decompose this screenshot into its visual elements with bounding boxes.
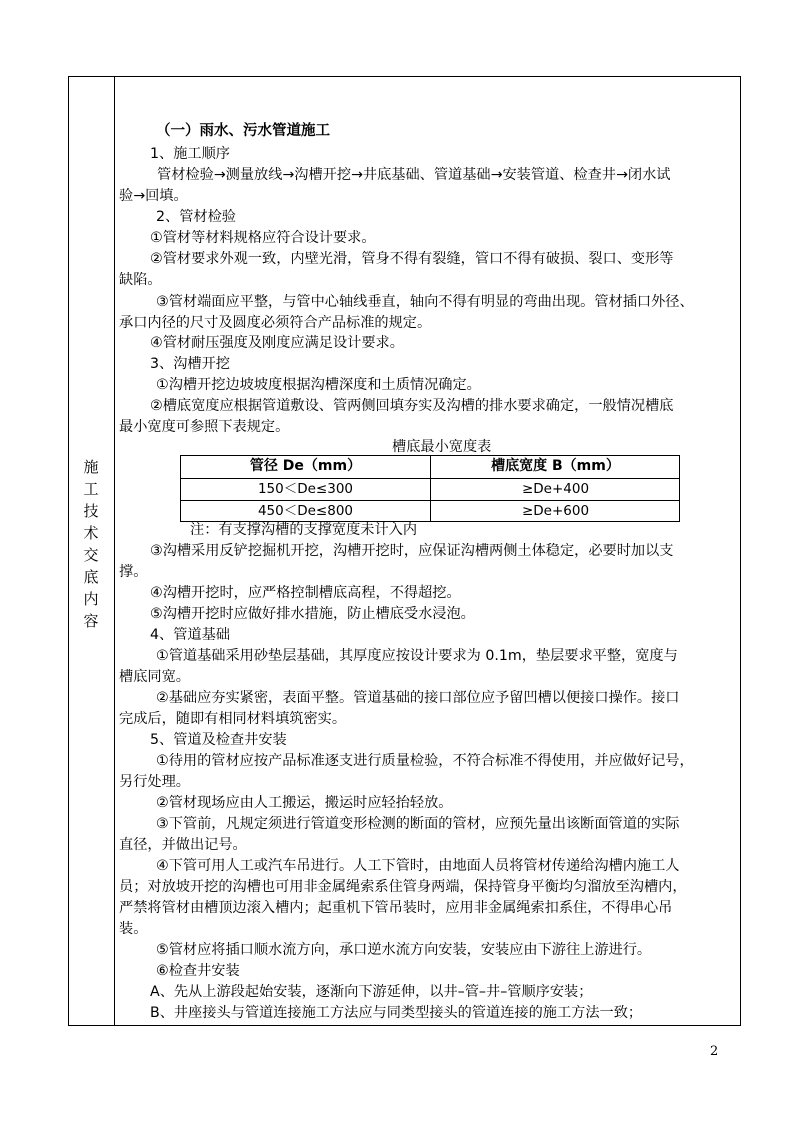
text-line: ①管材等材料规格应符合设计要求。 bbox=[150, 230, 376, 246]
text-line: 缺陷。 bbox=[119, 272, 162, 288]
table-header-trench-width: 槽底宽度 B（mm） bbox=[491, 458, 620, 474]
heading: 2、管材检验 bbox=[156, 209, 236, 225]
text-line: ④沟槽开挖时，应严格控制槽底高程，不得超挖。 bbox=[150, 585, 461, 601]
text-line: ④管材耐压强度及刚度应满足设计要求。 bbox=[150, 335, 404, 351]
text-line: ①待用的管材应按产品标准逐支进行质量检验，不符合标准不得使用，并应做好记号， bbox=[156, 753, 694, 769]
text-line: ③下管前，凡规定须进行管道变形检测的断面的管材，应预先量出该断面管道的实际 bbox=[156, 816, 680, 832]
text-line: 最小宽度可参照下表规定。 bbox=[119, 419, 290, 435]
text-line: ⑤管材应将插口顺水流方向，承口逆水流方向安装，安装应由下游往上游进行。 bbox=[156, 942, 652, 958]
text-line: 严禁将管材由槽顶边滚入槽内；起重机下管吊装时，应用非金属绳索扣系住，不得串心吊 bbox=[119, 900, 673, 916]
text-line: ①沟槽开挖边坡坡度根据沟槽深度和土质情况确定。 bbox=[156, 377, 481, 393]
table-header-pipe-diameter: 管径 De（mm） bbox=[249, 458, 362, 474]
text-line: A、先从上游段起始安装，逐渐向下游延伸，以井–管–井–管顺序安装； bbox=[150, 984, 593, 1000]
text-line: 直径，并做出记号。 bbox=[119, 837, 247, 853]
table-note: 注：有支撑沟槽的支撑宽度未计入内 bbox=[190, 522, 418, 538]
text-line: 装。 bbox=[119, 921, 148, 937]
text-line: 员；对放坡开挖的沟槽也可用非金属绳索系住管身两端，保持管身平衡均匀溜放至沟槽内， bbox=[119, 879, 687, 895]
side-label-char: 内 bbox=[83, 590, 99, 608]
text-line: 完成后，随即有相同材料填筑密实。 bbox=[119, 711, 347, 727]
text-line: 撑。 bbox=[119, 564, 148, 580]
text-line: 承口内径的尺寸及圆度必须符合产品标准的规定。 bbox=[119, 315, 432, 331]
side-label bbox=[68, 76, 114, 1026]
text-line: 管材检验→测量放线→沟槽开挖→井底基础、管道基础→安装管道、检查井→闭水试 bbox=[157, 167, 671, 183]
text-line: ④下管可用人工或汽车吊进行。人工下管时，由地面人员将管材传递给沟槽内施工人 bbox=[156, 858, 680, 874]
heading: 3、沟槽开挖 bbox=[150, 356, 230, 372]
text-line: ②槽底宽度应根据管道敷设、管两侧回填夯实及沟槽的排水要求确定，一般情况槽底 bbox=[150, 398, 674, 414]
side-label-char: 容 bbox=[83, 612, 99, 630]
text-line: 槽底同宽。 bbox=[119, 669, 190, 685]
side-label-char: 施 bbox=[83, 458, 99, 476]
heading: 1、施工顺序 bbox=[150, 146, 230, 162]
section-title: （一）雨水、污水管道施工 bbox=[156, 123, 330, 139]
heading: ⑥检查井安装 bbox=[156, 963, 240, 979]
text-line: B、井座接头与管道连接施工方法应与同类型接头的管道连接的施工方法一致； bbox=[150, 1005, 643, 1021]
table-caption: 槽底最小宽度表 bbox=[392, 439, 492, 455]
side-label-char: 交 bbox=[83, 546, 99, 564]
table-cell: ≥De+400 bbox=[521, 481, 590, 497]
side-label-char: 技 bbox=[83, 502, 99, 520]
page-number: 2 bbox=[710, 1044, 719, 1059]
text-line: 验→回填。 bbox=[119, 188, 188, 204]
side-label-char: 工 bbox=[83, 480, 99, 498]
table-cell: 150＜De≤300 bbox=[257, 481, 354, 497]
text-line: ③管材端面应平整，与管中心轴线垂直，轴向不得有明显的弯曲出现。管材插口外径、 bbox=[156, 294, 694, 310]
text-line: ②基础应夯实紧密，表面平整。管道基础的接口部位应予留凹槽以便接口操作。接口 bbox=[156, 690, 680, 706]
column-divider bbox=[114, 76, 115, 1026]
text-line: ⑤沟槽开挖时应做好排水措施，防止槽底受水浸泡。 bbox=[150, 606, 475, 622]
table-cell: 450＜De≤800 bbox=[257, 503, 354, 519]
heading: 4、管道基础 bbox=[150, 627, 230, 643]
text-line: 另行处理。 bbox=[119, 774, 190, 790]
trench-width-table bbox=[180, 455, 680, 522]
text-line: ②管材要求外观一致，内壁光滑，管身不得有裂缝，管口不得有破损、裂口、变形等 bbox=[150, 251, 674, 267]
text-line: ①管道基础采用砂垫层基础，其厚度应按设计要求为 0.1m，垫层要求平整，宽度与 bbox=[156, 648, 678, 664]
side-label-char: 术 bbox=[83, 524, 99, 542]
text-line: ②管材现场应由人工搬运，搬运时应轻抬轻放。 bbox=[156, 795, 453, 811]
table-cell: ≥De+600 bbox=[521, 503, 590, 519]
text-line: ③沟槽采用反铲挖掘机开挖，沟槽开挖时，应保证沟槽两侧土体稳定，必要时加以支 bbox=[150, 543, 674, 559]
heading: 5、管道及检查井安装 bbox=[150, 732, 287, 748]
side-label-char: 底 bbox=[83, 568, 99, 586]
